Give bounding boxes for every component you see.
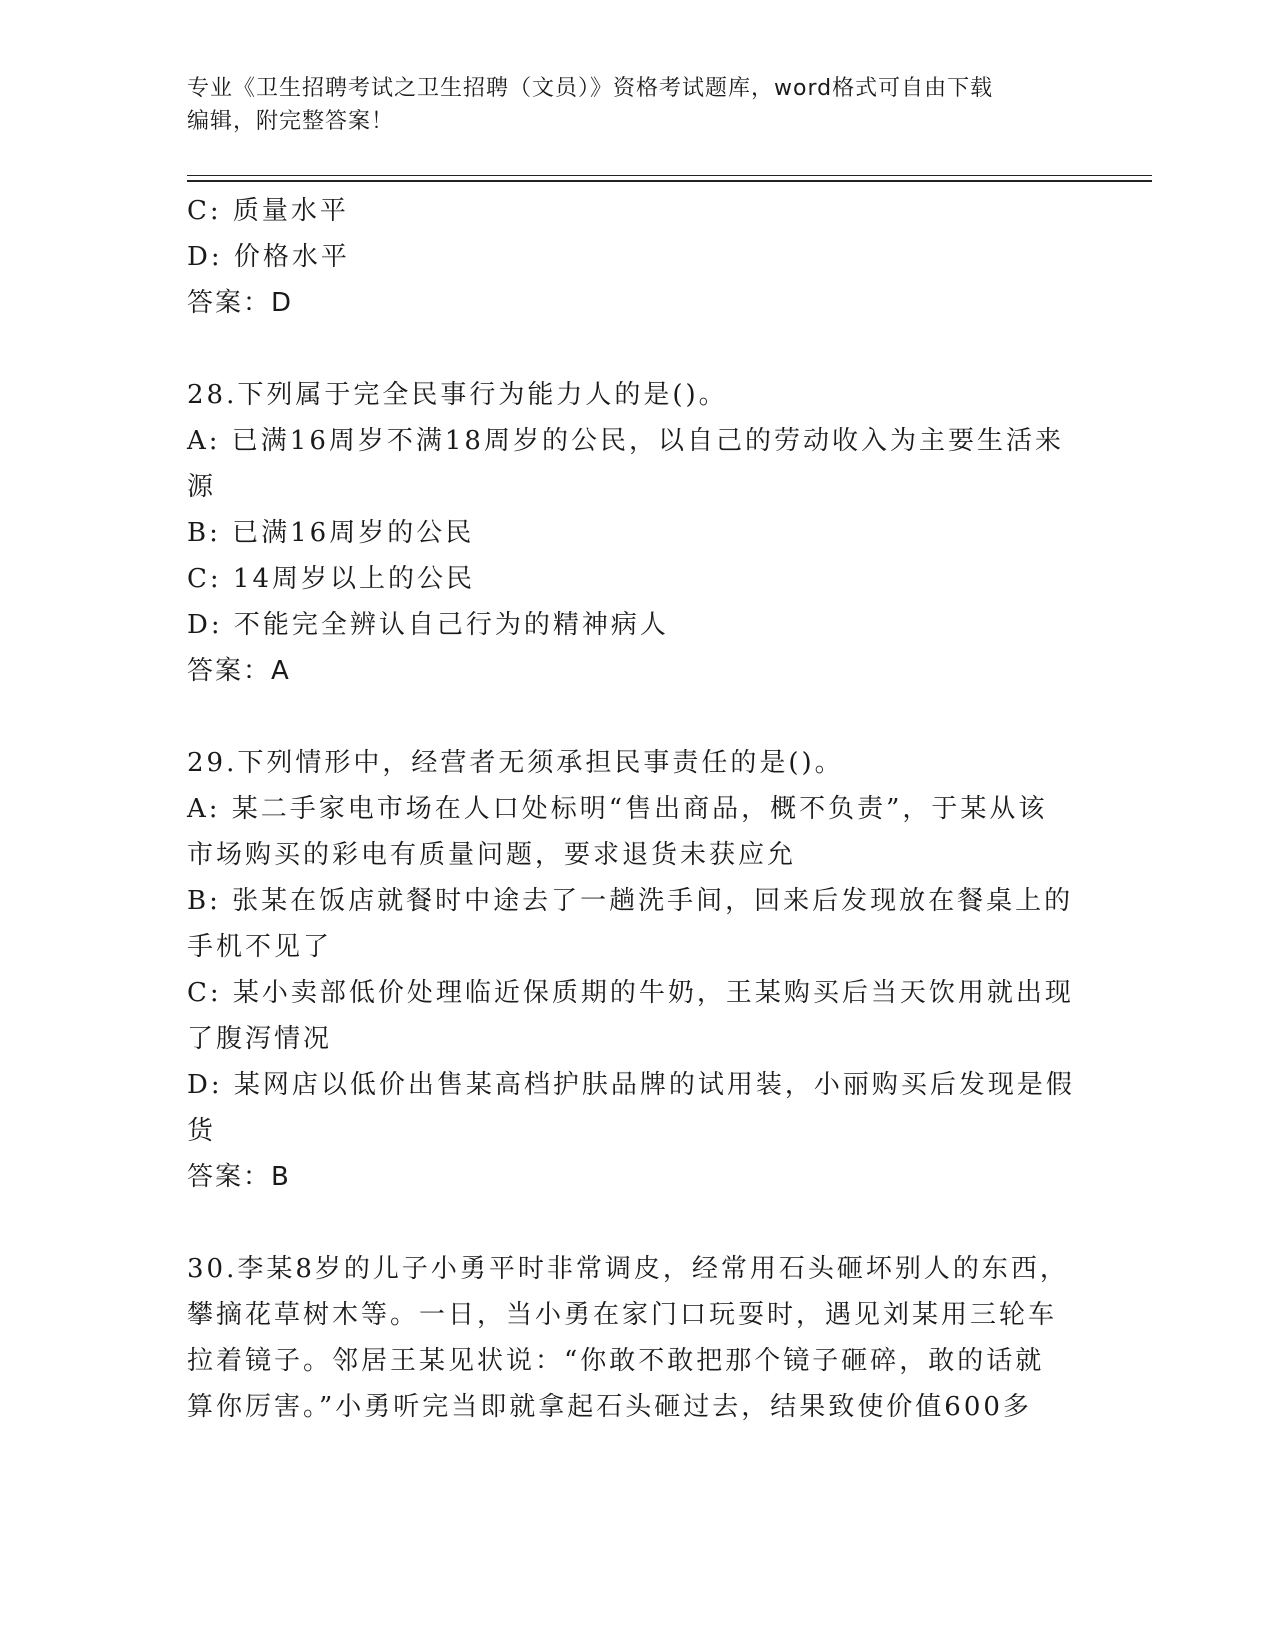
option-c-line-1: C: 某小卖部低价处理临近保质期的牛奶，王某购买后当天饮用就出现 (187, 978, 1074, 1008)
question-30 (187, 1246, 1077, 1430)
option-c-line-2: 了腹泻情况 (187, 1024, 333, 1054)
option-a-line-1: A: 已满16周岁不满18周岁的公民，以自己的劳动收入为主要生活来 (187, 426, 1064, 456)
header-line-1: 专业《卫生招聘考试之卫生招聘（文员）》资格考试题库，word格式可自由下载 (187, 76, 994, 101)
option-c: C: 质量水平 (187, 196, 349, 226)
header-rule-thin (187, 175, 1152, 176)
document-body (187, 188, 1077, 1430)
question-28 (187, 372, 1077, 694)
option-d: D: 价格水平 (187, 242, 350, 272)
question-29 (187, 740, 1077, 1200)
option-d: D: 不能完全辨认自己行为的精神病人 (187, 610, 669, 640)
question-text-line-2: 攀摘花草树木等。一日，当小勇在家门口玩耍时，遇见刘某用三轮车 (187, 1300, 1058, 1330)
answer-line: 答案：D (187, 288, 294, 318)
question-text-line-4: 算你厉害。”小勇听完当即就拿起石头砸过去，结果致使价值600多 (187, 1392, 1032, 1422)
document-header (187, 72, 1087, 138)
option-d-line-2: 货 (187, 1116, 217, 1146)
header-line-2: 编辑，附完整答案！ (187, 109, 395, 134)
option-b-line-2: 手机不见了 (187, 932, 333, 962)
option-d-line-1: D: 某网店以低价出售某高档护肤品牌的试用装，小丽购买后发现是假 (187, 1070, 1075, 1100)
option-b-line-1: B: 张某在饭店就餐时中途去了一趟洗手间，回来后发现放在餐桌上的 (187, 886, 1074, 916)
spacer (187, 326, 1077, 372)
option-b: B: 已满16周岁的公民 (187, 518, 475, 548)
option-a-line-1: A: 某二手家电市场在人口处标明“售出商品，概不负责”，于某从该 (187, 794, 1048, 824)
option-a-line-2: 源 (187, 472, 217, 502)
answer-line: 答案：B (187, 1162, 291, 1192)
spacer (187, 694, 1077, 740)
question-text-line-1: 30.李某8岁的儿子小勇平时非常调皮，经常用石头砸坏别人的东西， (187, 1254, 1069, 1284)
question-text: 28.下列属于完全民事行为能力人的是()。 (187, 380, 728, 410)
spacer (187, 1200, 1077, 1246)
header-rule-thick (187, 180, 1152, 182)
question-27-tail (187, 188, 1077, 326)
question-text: 29.下列情形中，经营者无须承担民事责任的是()。 (187, 748, 844, 778)
option-c: C: 14周岁以上的公民 (187, 564, 476, 594)
question-text-line-3: 拉着镜子。邻居王某见状说：“你敢不敢把那个镜子砸碎，敢的话就 (187, 1346, 1045, 1376)
answer-line: 答案：A (187, 656, 291, 686)
option-a-line-2: 市场购买的彩电有质量问题，要求退货未获应允 (187, 840, 797, 870)
